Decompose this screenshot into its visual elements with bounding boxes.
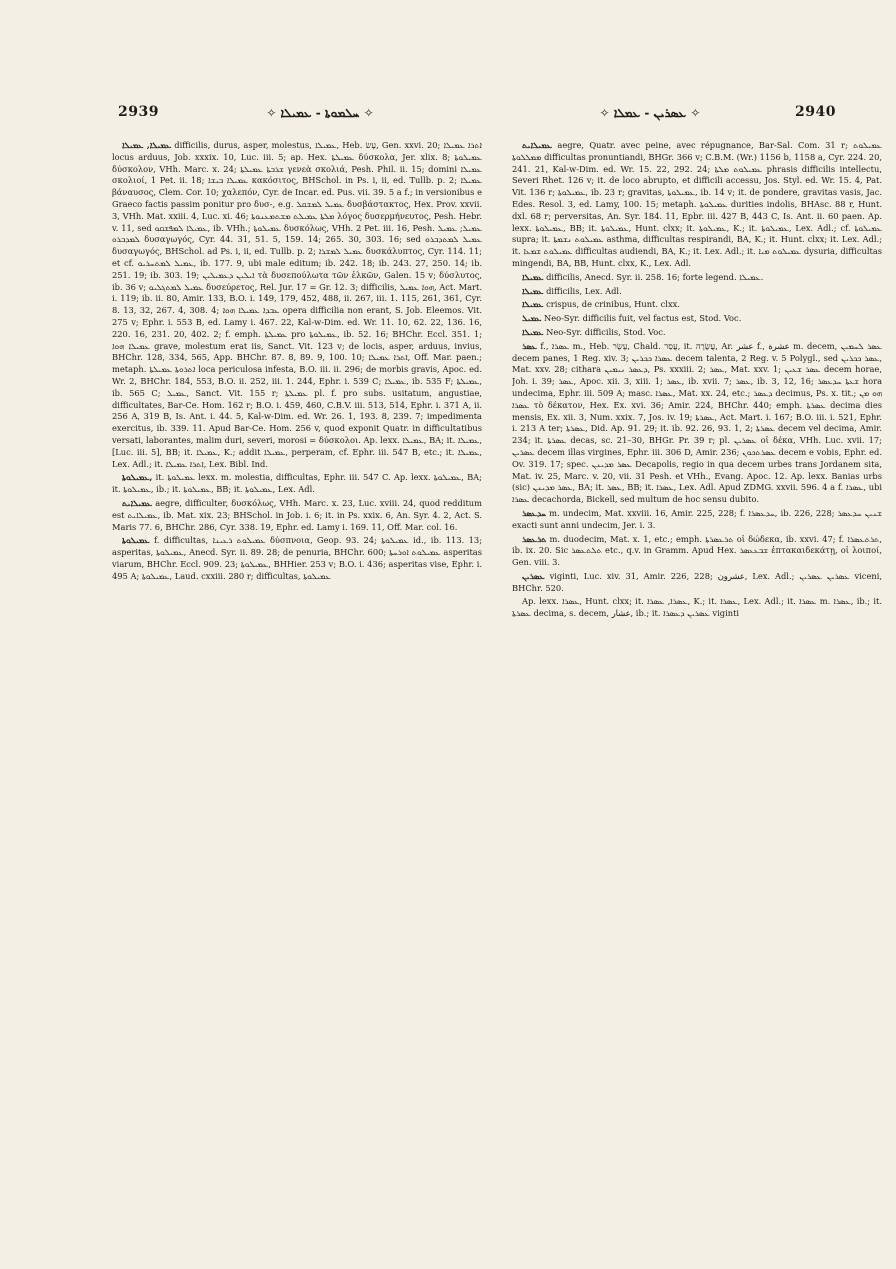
entry-headword: ܥܣܪ — [522, 340, 537, 351]
entry-text: Neo-Syr. difficilis fuit, vel factus est, Stod. Voc. — [543, 313, 742, 324]
entry-text: m. duodecim, Mat. x. 1, etc.; emph. ܬܪܥܣܪܬܐ οἱ δώδεκα, ib. xxvi. 47; f. ܬܪܬܥܣܪܐ, ib. ix. 20. Sic ܬܠܬܥܣܪ etc., q.v. in Gramm. Apud Hex. ܫܒܥܥܣܪ ἑπτακαιδεκάτῃ, οἱ λοιποί, Gen. viii. 3. — [512, 533, 882, 568]
entry-text: f., ܥܣܪܐ m., Heb. עֶשֶׂר, Chald. עֲסַר, it. עֲשָׂרָה, Ar. عشر f., عشرة m. decem, ܥܣܪ ܠܚܡܝܢ decem panes, 1 Reg. xiv. 3; ܥܣܪܐ ܟܟܪܝܢ decem talenta, 2 Reg. v. 5 Polygl., sed ܥܣܪ ܟܟܪܝܢ, Mat. xxv. 28; cithara ܕܥܣܪ ܢܝܡܝܢ, Ps. xxxiii. 2; ܥܣܪ, Mat. xxv. 1; ܥܣܪ ܫܥܝܢ decem horae, Joh. i. 39; ܥܣܪ, Apoc. xii. 3, xiii. 1; ܥܣܪ, ib. xvii. 7; ܥܣܪ, ib. 3, 12, 16; ܫܥܬܐ ܚܕܥܣܪ hora undecima, Ephr. iii. 509 A; masc. ܥܣܪܐ, Mat. xx. 24, etc.; ܕܥܣܪ decimus, Ps. x. tit.; ܗܘ ܡܢ ܥܣܪܐ τὸ δέκατον, Hex. Ex. xvi. 36; Amir. 224, BHChr. 440; emph. ܥܣܪܬܐ decima dies mensis, Ex. xii. 3, Num. xxix. 7, Jos. iv. 19; ܥܣܪܬܐ, Act. Mart. i. 167; B.O. iii. i. 521, Ephr. i. 213 A ter; ܥܣܪܬܐ, Did. Ap. 91. 29; it. ib. 92. 26, 93. 1, 2; ܥܣܪܬܐ decem vel decima, Amir. 234; it. ܥܣܪܬܐ decas, sc. 21–30, BHGr. Pr. 39 r; pl. ܥܣܪܝܢ οἱ δέκα, VHh. Luc. xvii. 17; ܥܣܪܝܢ decem illas virgines, Ephr. iii. 306 D, Amir. 236; ܥܣܪܬܟܘܢ decem e vobis, Ephr. ed. Ov. 319. 17; spec. ܥܣܪ ܡܕܝܢܢ Decapolis, regio in qua decem urbes trans Jordanem sita, Mat. iv. 25, Marc. v. 20, vii. 31 Pesh. et VHh., Evang. Apoc. 12. Ap. lexx. Banias urbs (sic) ܥܣܪ ܡܕܝܢܢ, BA; it. ܥܣܪ, BB; it. ܥܣܪܐ, Lex. Adl. Apud ZDMG. xxvii. 596. 4 a f. ܥܣܪܐ, ubi ܥܣܪܐ decachorda, Bickell, sed multum de hoc sensu dubito. — [512, 340, 882, 505]
entry-text: viginti, Luc. xiv. 31, Amir. 226, 228; عشرون, Lex. Adl.; ܥܣܪܝܢ ܥܣܪܝܢ viceni, BHChr. 520. — [512, 570, 882, 593]
entry-headword: ܥܡܝܠܐ — [522, 285, 544, 296]
entry-text: aegre, difficulter, δυσκόλως, VHh. Marc. x. 23, Luc. xviii. 24, quod redditum est ܥܡܝܠܐܝܬ, ib. Mat. xix. 23; BHSchol. in Job. i. 6; it. in Ps. xxix. 6, An. Syr. 4. 2, Act. S. Maris 77. 6, BHChr. 286, Cyr. 338. 19, Ephr. ed. Lamy i. 169. 11, Off. Mar. col. 16. — [112, 497, 482, 532]
dictionary-entry — [512, 299, 882, 311]
entry-text: crispus, de crinibus, Hunt. clxx. — [546, 299, 680, 310]
dictionary-entry — [512, 313, 882, 325]
dictionary-entry — [512, 571, 882, 595]
entry-headword: ܥܡܝܠܐ — [522, 326, 544, 337]
dictionary-entry — [512, 272, 882, 284]
dictionary-entry — [512, 286, 882, 298]
dictionary-entry — [112, 498, 482, 533]
dictionary-entry — [512, 508, 882, 532]
dictionary-entry — [512, 534, 882, 569]
entry-headword: ܥܡܝܠܐ — [522, 271, 544, 282]
left-page-number: 2939 — [118, 104, 159, 120]
entry-text: it. ܥܡܝܠܘܬܐ lexx. m. molestia, difficultas, Ephr. iii. 547 C. Ap. lexx. ܥܡܝܠܘܬܐ, BA; it. ܥܡܝܠܘܬܐ, ib.; it. ܥܡܝܠܘܬܐ, BB; it. ܥܡܝܠܘܬܐ, Lex. Adl. — [112, 472, 482, 495]
entry-headword: ܚܕܥܣܪ — [522, 507, 546, 518]
entry-text: difficilis, durus, asper, molestus, ܥܡܝܠܐ, Heb. עָשׂ, Gen. xxvi. 20; ܐܬܪܐ ܥܡܝܠܐ locus arduus, Job. xxxix. 10, Luc. iii. 5; ap. Hex. ܥܡܝܠܬܐ δύσκολα, Jer. xlix. 8; ܥܡܝܠܘܬܐ δύσκολον, VHh. Marc. x. 24; ܫܪܒܬܐ ܥܡܝܠܬܐ γενεὰ σκολιά, Pesh. Phil. ii. 15; domini ܥܡܝܠܐ σκολιοί, 1 Pet. ii. 18; ܥܡܝܠܐ ܒܝܫܐ κακόσιτος, BHSchol. in Ps. i, ii, ed. Tullb. p. 2; ܥܡܝܠܐ βάναυσος, Clem. Cor. 10; χαλεπόν, Cyr. de Incar. ed. Pus. vii. 39. 5 a f.; in versionibus e Graeco factis passim ponitur pro δυσ-, e.g. ܥܡܝܠ ܠܡܫܩܠ δυσβάστακτος, Hex. Prov. xxvii. 3, VHh. Mat. xxiii. 4, Luc. xi. 46; ܡܠܬܐ ܥܡܝܠܬ ܡܫܬܡܥܢܘܬܐ λόγος δυσερμήνευτος, Pesh. Hebr. v. 11, sed ܥܡܝܠܐ ܠܡܦܫܩܘ, ib. VHh.; ܥܡܝܠܘܬܐ δυσκόλως, VHh. 2 Pet. iii. 16, Pesh. ܥܡܝܠ; ܥܡܝܠ ܠܡܕܒܪܘ δυσαγωγός, Cyr. 44. 31, 51. 5, 159. 14; 265. 30, 303. 16; sed ܥܡܝܠ ܠܡܬܕܒܪܘ δυσαγωγός, BHSchol. ad Ps. i, ii, ed. Tullb. p. 2; ܥܡܝܠ ܠܡܫܪܐ δυσκάλυπτος, Cyr. 114. 11; et cf. ܥܡܝܠ ܠܡܬܚܪܝܘ, ib. 177. 9, ubi male editum; ib. 242. 18; ib. 243. 27, 250. 14; ib. 251. 19; ib. 303. 19; ܐܝܠܝܢ ܕܥܡܝܠܝܢ τὰ δυσεπούλωτα τῶν ἑλκῶν, Galen. 15 v; δύσλυτος, ib. 36 v; ܥܡܝܠ ܠܡܬܓܠܝܘ δυσεύρετος, Rel. Jur. 17 = Gr. 12. 3; difficilis, ܗܘܐ ܥܡܝܠ, Act. Mart. i. 119; ib. ii. 80, Amir. 133, B.O. i. 149, 179, 452, 488, ii. 267, iii. 1. 115, 261, 361, Cyr. 8. 13, 32, 267. 4, 308. 4; ܥܒܕܐ ܥܡܝܠܐ ܗܘܐ opera difficilia non erant, S. Job. Eleemos. Vit. 275 v; Ephr. i. 553 B, ed. Lamy i. 467. 22, Kal-w-Dim. ed. Wr. 11. 10, 62. 22, 136. 16, 220. 16, 231. 20, 402. 2; f. emph. ܥܡܝܠܬܐ pro ܥܡܝܠܘܬܐ, ib. 52. 16; BHChr. Eccl. 351. 1; ܥܡܝܠܐ ܗܘܐ grave, molestum erat iis, Sanct. Vit. 123 v; de locis, asper, arduus, invius, BHChr. 128, 334, 565, App. BHChr. 87. 8, 89. 9, 100. 10; ܐܬܪܐ ܥܡܝܠܐ, Off. Mar. paen.; metaph. ܐܬܪܘܬܐ ܥܡܝܠܬܐ loca periculosa infesta, B.O. iii. ii. 296; de morbis gravis, Apoc. ed. Wr. 2, BHChr. 184, 553, B.O. ii. 252, iii. 1. 244, Ephr. i. 539 C; ܥܡܝܠܐ, ib. 535 F; ܥܡܝܠܬܐ, ib. 565 C; ܥܡܝܠ, Sanct. Vit. 155 r; ܥܡܝܠܬܐ pl. f. pro subs. usitatum, angustiae, difficultates, Bar-Ce. Hom. 162 r; B.O. i. 459, 460, C.B.V. iii. 513, 514, Ephr. i. 371 A, ii. 256 A, 319 B, Is. Ant. i. 44. 5, Kal-w-Dim. ed. Wr. 26. 1, 193. 8, 239. 7; impedimenta exercitus, ib. 339. 11. Apud Bar-Ce. Hom. 256 v, quod exponit Quatr. in difficultatibus versati, laborantes, malim duri, severi, morosi = δύσκολοι. Ap. lexx. ܥܡܝܠܐ, BA; it. ܥܡܝܠܐ, [Luc. iii. 5], BB; it. ܥܡܝܠܐ, K.; addit ܥܡܝܠܐ, perperam, cf. Ephr. iii. 547 B, etc.; it. ܥܡܝܠܐ, Lex. Adl.; it. ܐܬܪܐ ܥܡܝܠܐ, Lex. Bibl. Ind. — [112, 140, 482, 469]
entry-headword: ܬܪܥܣܪ — [522, 533, 547, 544]
right-column — [512, 140, 882, 1250]
right-running-head: ✧ ܥܣܪܝܢ - ܥܡܠܐ ✧ — [599, 106, 701, 120]
entry-text: m. undecim, Mat. xxviii. 16, Amir. 225, 228; f. ܚܕܥܣܪܐ, ib. 226, 228; ܫܢܝܢ ܚܕܥܣܪ exacti sunt anni undecim, Jer. i. 3. — [512, 507, 882, 530]
page-header — [0, 100, 896, 128]
right-page-number: 2940 — [795, 104, 836, 120]
entry-text: Neo-Syr. difficilis, Stod. Voc. — [546, 326, 666, 337]
entry-headword: ܥܡܝܠܐ, ܥܡܝܠܐ — [122, 140, 172, 150]
entry-headword: ܥܡܝܠܐܝܬ — [122, 497, 153, 508]
left-running-head: ✧ ܚܠܡܘܬܐ - ܥܡܝܠܐ ✧ — [266, 106, 374, 120]
entry-text: difficilis, Anecd. Syr. ii. 258. 16; forte legend. ܥܡܝܠܐ. — [546, 271, 764, 282]
dictionary-entry — [512, 327, 882, 339]
entry-headword: ܥܡܝܠ — [522, 313, 542, 324]
entry-text: difficilis, Lex. Adl. — [546, 285, 622, 296]
left-column — [112, 140, 482, 1250]
dictionary-entry — [112, 535, 482, 582]
dictionary-entry — [512, 596, 882, 620]
dictionary-entry — [512, 341, 882, 506]
entry-text: aegre, Quatr. avec peine, avec répugnance, Bar-Sal. Com. 31 r; ܥܡܝܠܘܬ ܡܡܠܠܘܬܐ difficultas pronuntiandi, BHGr. 366 v; C.B.M. (Wr.) 1156 b, 1158 a, Cyr. 224. 20, 241. 21, Kal-w-Dim. ed. Wr. 15. 22, 292. 24; ܥܡܝܠܘܬ ܡܠܬܐ phrasis difficilis intellectu, Severi Rhet. 126 v; it. de loco abrupto, et difficili accessu, Jos. Styl. ed. Wr. 15. 4, Pat. Vit. 136 r; ܥܡܝܠܘܬܐ, ib. 23 r; gravitas, ܥܡܝܠܘܬܐ, ib. 14 v; it. de pondere, gravitas vasis, Jac. Edes. Resol. 3, ed. Lamy, 100. 15; metaph. ܥܡܝܠܘܬܐ durities indolis, BHAsc. 88 r, Hunt. dxl. 68 r; perversitas, An. Syr. 184. 11, Epbr. iii. 427 B, 443 C, Is. Ant. ii. 60 paen. Ap. lexx. ܥܡܝܠܘܬܐ, BB; it. ܥܡܝܠܘܬܐ, Hunt. clxx; it. ܥܡܝܠܘܬܐ, K.; it. ܥܡܝܠܘܬܐ, Lex. Adl.; cf. ܥܡܝܠܘܬܐ supra; it. ܥܡܝܠܘܬ ܢܫܡܬܐ asthma, difficultas respirandi, BA, K.; it. Hunt. clxx; it. Lex. Adl.; it. ܥܡܝܠܘܬ ܫܡܥܐ difficultas audiendi, BA, K.; it. Lex. Adl.; it. ܥܡܝܠܘܬ ܡܝܐ dysuria, difficultas mingendi, BA, BB, Hunt. clxx, K., Lex. Adl. — [512, 140, 882, 268]
entry-headword: ܥܡܝܠܐܝܬ — [522, 140, 553, 150]
entry-headword: ܥܡܝܠܘܬܐ, — [122, 472, 153, 483]
dictionary-entry — [112, 140, 482, 470]
entry-headword: ܥܣܪܝܢ — [522, 570, 545, 581]
entry-headword: ܥܡܝܠܘܬܐ — [122, 535, 150, 546]
entry-text: Ap. lexx. ܥܣܪܐ, Hunt. clxx; it. ܥܣܪܐ, ܥܣܪܐ, K.; it. ܥܣܪܐ, Lex. Adl.; it. ܥܣܪܐ m. ܥܣܪܐ, ib.; it. ܥܣܪܬܐ decima, s. decem, عشار, ib.; it. ܥܣܪܝܢ ܕܥܣܪܐ viginti — [512, 596, 882, 619]
dictionary-entry — [512, 140, 882, 270]
entry-text: f. difficultas, ܥܡܝܠܘܬ ܪܥܝܢܐ δύσπνοια, Geop. 93. 24; ܥܡܝܠܘܬܐ id., ib. 113. 13; asperitas, ܥܡܝܠܘܬܐ, Anecd. Syr. ii. 89. 28; de penuria, BHChr. 600; ܥܡܝܠܘܬ ܐܘܪܚܬܐ asperitas viarum, BHChr. Eccl. 909. 23; ܥܡܝܠܘܬܐ, BHHier. 253 v; B.O. i. 436; asperitas vise, Ephr. i. 495 A; ܥܡܝܠܘܬܐ, Laud. cxxiii. 280 r; difficultas, ܥܡܝܠܘܬܐ — [112, 535, 482, 581]
dictionary-entry — [112, 472, 482, 496]
entry-headword: ܥܡܝܠܐ — [522, 299, 544, 310]
